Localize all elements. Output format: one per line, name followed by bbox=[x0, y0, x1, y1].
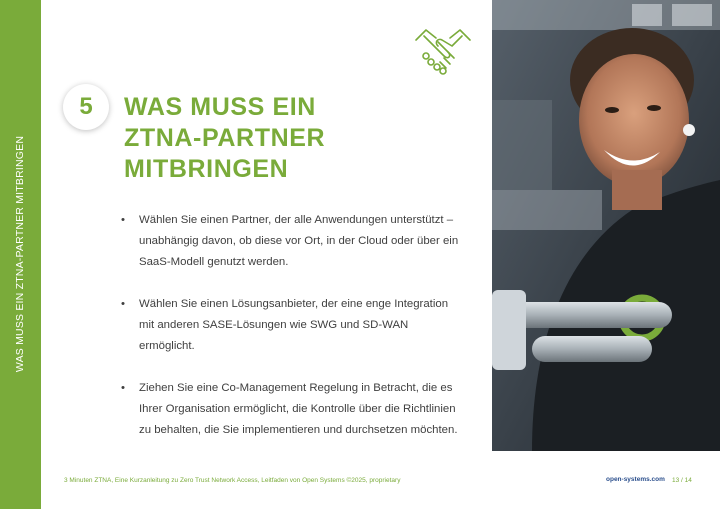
bullet-list bbox=[120, 210, 465, 462]
section-number-badge: 5 bbox=[63, 84, 109, 130]
bullet-item: • Ziehen Sie eine Co-Management Regelung in Betracht, die es Ihrer Organisation ermöglicht, die Kontrolle über die Richtlinien zu behalten, die Sie implementieren und durchsetzen möchten. bbox=[120, 378, 465, 441]
bullet-item: • Wählen Sie einen Partner, der alle Anwendungen unterstützt – unabhängig davon, ob diese vor Ort, in der Cloud oder über ein SaaS-Modell genutzt werden. bbox=[120, 210, 465, 273]
title-line: ZTNA-PARTNER bbox=[124, 124, 326, 152]
title-line: MITBRINGEN bbox=[124, 155, 289, 183]
handshake-icon bbox=[414, 26, 472, 76]
footer-website-link[interactable]: open-systems.com bbox=[606, 476, 665, 483]
footer-text: 3 Minuten ZTNA, Eine Kurzanleitung zu Zero Trust Network Access, Leitfaden von Open Systems ©2025, proprietary bbox=[64, 477, 401, 484]
page-title bbox=[124, 92, 484, 185]
hero-photo bbox=[492, 0, 720, 451]
sidebar-label: WAS MUSS EIN ZTNA-PARTNER MITBRINGEN bbox=[14, 135, 26, 373]
title-line: WAS MUSS EIN bbox=[124, 93, 316, 121]
sidebar bbox=[0, 0, 41, 509]
bullet-item: • Wählen Sie einen Lösungsanbieter, der eine enge Integration mit anderen SASE-Lösungen wie SWG und SD-WAN ermöglicht. bbox=[120, 294, 465, 357]
page-number: 13 / 14 bbox=[672, 477, 692, 484]
